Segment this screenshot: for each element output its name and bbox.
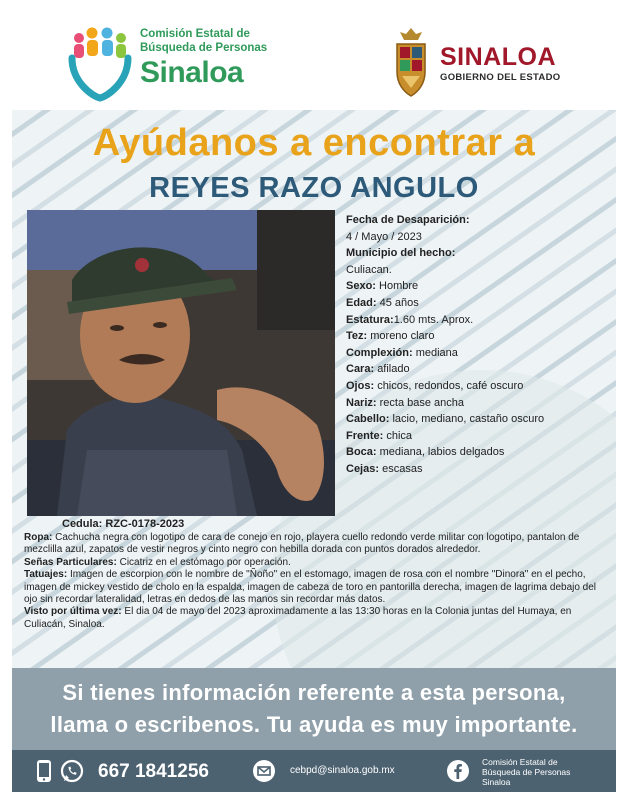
municipio-value: Culiacan. [346,263,392,276]
physical-details [346,212,616,478]
tez-label: Tez: [346,330,368,343]
coat-of-arms-icon [392,26,430,98]
facebook-page-name[interactable] [482,757,570,787]
estatura-row [346,312,616,329]
cabello-label: Cabello: [346,413,390,426]
cejas-row [346,461,616,478]
cejas-label: Cejas: [346,462,380,475]
org-name-state: Sinaloa [140,56,244,89]
complexion-row [346,345,616,362]
ojos-label: Ojos: [346,379,375,392]
frente-row [346,428,616,445]
municipio-row [346,245,616,262]
phone-number-link[interactable]: 667 1841256 [98,761,209,782]
visto-row [24,606,610,631]
cara-value: afilado [377,363,410,376]
whatsapp-icon [60,759,84,783]
nariz-label: Nariz: [346,396,377,409]
tatuajes-value: Imagen de escorpion con le nombre de "Ñoño" en el estomago, imagen de rosa con el nombre "Dinora" en el pecho, imagen de mickey vestido de cholo en la espalda, imagen de cabeza de toro en pantorilla derecha, imagen de lagrima debajo del ojo sin recordar lateralidad, letras en dedos de las manos sin recordar más datos. [24,569,597,606]
fecha-value: 4 / Mayo / 2023 [346,230,422,243]
missing-person-name: REYES RAZO ANGULO [149,172,479,204]
ojos-value: chicos, redondos, café oscuro [377,379,524,392]
org-name-line1: Comisión Estatal de [140,28,250,40]
cta-line1: Si tienes información referente a esta persona, [62,680,566,705]
tatuajes-row [24,569,610,606]
cedula-id: Cedula: RZC-0178-2023 [62,518,185,530]
commission-logo-icon [66,24,136,102]
edad-row [346,295,616,312]
tez-row [346,328,616,345]
boca-label: Boca: [346,446,377,459]
person-photo [27,210,335,516]
cabello-row [346,411,616,428]
poster [12,10,616,792]
fb-line2: Búsqueda de Personas [482,767,571,777]
phone-icon [32,759,56,783]
senas-row [24,557,610,569]
complexion-label: Complexión: [346,346,413,359]
fecha-label: Fecha de Desaparición: [346,214,470,226]
tez-value: moreno claro [370,330,435,343]
cabello-value: lacio, mediano, castaño oscuro [392,413,545,426]
municipio-label: Municipio del hecho: [346,247,456,260]
sexo-row [346,278,616,295]
nariz-value: recta base ancha [379,396,465,409]
cta-line2: llama o escribenos. Tu ayuda es muy importante. [50,712,578,737]
description-block [24,532,610,631]
frente-label: Frente: [346,429,384,442]
senas-value: Cicatriz en el estómago por operación. [119,556,291,568]
senas-label: Señas Particulares: [24,556,117,568]
sexo-value: Hombre [379,280,419,293]
nariz-row [346,395,616,412]
boca-row [346,444,616,461]
visto-label: Visto por última vez: [24,606,122,618]
call-to-action-banner [12,668,616,750]
ropa-row [24,532,610,557]
contact-footer [12,750,616,792]
edad-label: Edad: [346,296,377,309]
ropa-label: Ropa: [24,532,53,543]
ropa-value: Cachucha negra con logotipo de cara de conejo en rojo, playera cuello redondo verde militar con logotipo, pantalon de mezclilla azul, zapatos de vestir negros y cinto negro con hebilla dorada con puntos dorados alrededor. [24,532,580,556]
cara-label: Cara: [346,363,375,376]
sexo-label: Sexo: [346,280,376,293]
complexion-value: mediana [415,346,458,359]
frente-value: chica [386,429,413,442]
cejas-value: escasas [382,462,423,475]
headline: Ayúdanos a encontrar a [92,122,536,164]
ojos-row [346,378,616,395]
estatura-value: 1.60 mts. Aprox. [393,313,474,326]
facebook-icon [446,759,470,783]
cara-row [346,361,616,378]
visto-value: El dia 04 de mayo del 2023 aproximadamente a las 13:30 horas en la Colonia juntas del Humaya, en Culiacán, Sinaloa. [24,606,572,630]
fb-line3: Sinaloa [482,777,511,787]
email-icon [252,759,276,783]
header [12,10,616,110]
email-link[interactable]: cebpd@sinaloa.gob.mx [290,765,395,776]
state-government-label: GOBIERNO DEL ESTADO [440,72,561,83]
estatura-label: Estatura: [346,313,394,326]
fecha-row [346,212,616,229]
org-name-line2: Búsqueda de Personas [140,42,268,54]
state-name: SINALOA [440,43,556,71]
fb-line1: Comisión Estatal de [482,757,558,767]
boca-value: mediana, labios delgados [379,446,505,459]
edad-value: 45 años [379,296,419,309]
tatuajes-label: Tatuajes: [24,569,68,581]
